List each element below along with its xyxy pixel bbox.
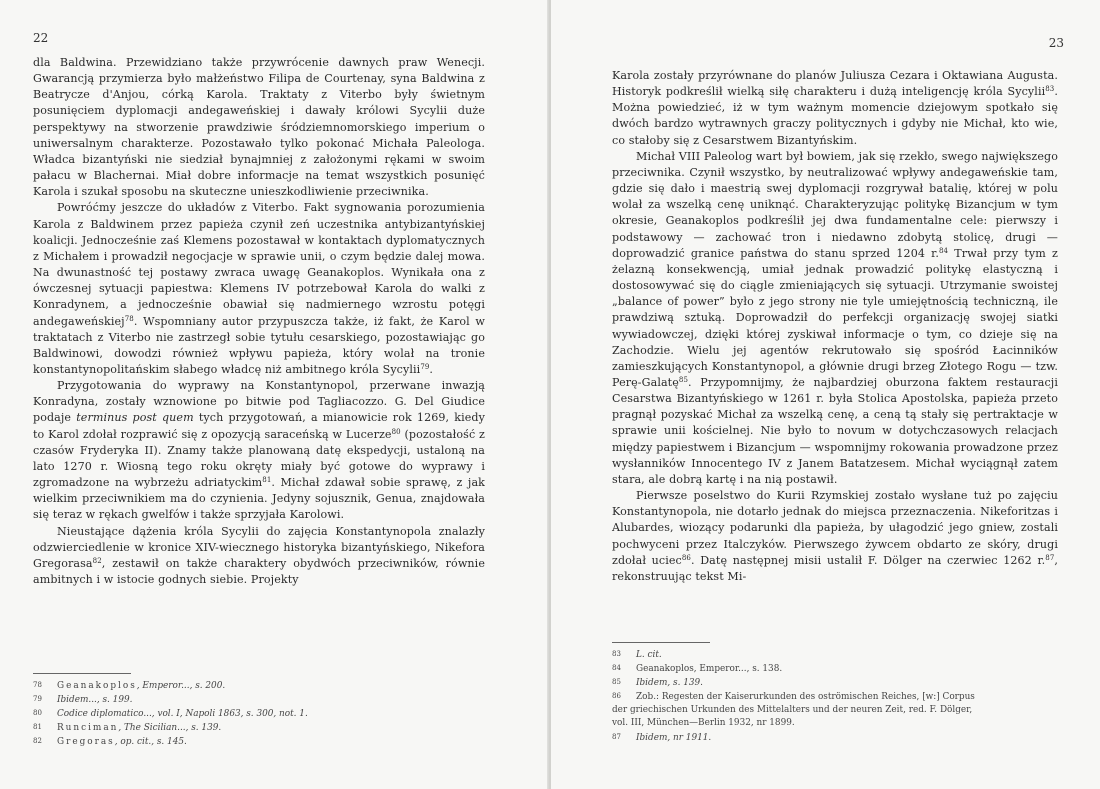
left-body-text [33,55,485,588]
footnote-ref: 85 [678,375,689,384]
footnote-divider [33,673,131,674]
paragraph: Michał VIII Paleolog wart był bowiem, jak się rzekło, swego największego przeciwnika. Czynił wszystko, by neutralizować wpływy andegaweńskie tam, gdzie się dało i maestrią swej dyplomacji rozgrywał batalię, której w polu wolał za wszelką cenę uniknąć. Charakteryzując politykę Bizancjum w tym okresie, Geanakoplos podkreślił jej dwa fundamentalne cele: pierwszy i podstawowy — zachować tron i niedawno zdobytą stolicę, drugi — doprowadzić granice państwa do stanu sprzed 1204 r.$^{84}$ Trwał przy tym z żelazną konsekwencją, umiał jednak prowadzić politykę elastyczną i dostosowywać się do ciągle zmieniających się sytuacji. Utrzymanie swoistej „balance of power” było z jego strony nie tyle umiejętnością techniczną, ile prawdziwą sztuką. Doprowadził do perfekcji organizację swojej siatki wywiadowczej, dzięki której zyskiwał informacje o tym, co dzieje się na Zachodzie. Wielu jej agentów rekrutowało się spośród Łacinników zamieszkujących Konstantynopol, a głównie drugi brzeg Złotego Rogu — tzw. Perę-Galatę$^{85}$. Przypomnijmy, że najbardziej oburzona faktem restauracji Cesarstwa Bizantyńskiego w 1261 r. była Stolica Apostolska, papieża przeto pragnął pozyskać Michał za wszelką cenę, a ceną tą stały się pertraktacje w sprawie unii kościelnej. Nie było to novum w dotychczasowych relacjach między papiestwem i Bizancjum — wspomnijmy rokowania prowadzone przez wysłanników Innocentego IV z Janem Batatzesem. Michał wyciągnął zatem stara, ale dobrą kartę i na nią postawił. [612,149,1058,486]
footnote-ref: 86 [681,553,691,562]
footnote: 78 Geanakoplos, Emperor..., s. 200. [33,681,226,691]
footnote: 85 Ibidem, s. 139. [612,678,703,689]
right-body-text [612,68,1058,585]
footnote-ref: 87 [1045,553,1055,562]
footnote-ref: 84 [938,246,949,255]
paragraph: Przygotowania do wyprawy na Konstantynopol, przerwane inwazją Konradyna, zostały wznowione po bitwie pod Tagliacozzo. G. Del Giudice podaje terminus post quem tych przygotowań, a mianowicie rok 1269, kiedy to Karol zdołał rozprawić się z opozycją saraceńską w Lucerze$^{80}$ (pozostałość z czasów Fryderyka II). Znamy także planowaną datę ekspedycji, ustaloną na lato 1270 r. Wiosną tego roku okręty miały być gotowe do wyprawy i zgromadzone na wybrzeżu adriatyckim$^{81}$. Michał zdawał sobie sprawę, z jak wielkim przeciwnikiem ma do czynienia. Jedyny sojusznik, Genua, znajdowała się teraz w rękach gwelfów i także sprzyjała Karolowi. [33,379,486,522]
footnote: 87 Ibidem, nr 1911. [612,732,712,743]
paragraph: Karola zostały przyrównane do planów Juliusza Cezara i Oktawiana Augusta. Historyk podkreślił wielką siłę charakteru i dużą inteligencję króla Sycylii$^{83}$. Można powiedzieć, iż w tym ważnym momencie dziejowym spotkało się dwóch bardzo wytrawnych graczy politycznych i gdyby nie Michał, kto wie, co stałoby się z Cesarstwem Bizantyńskim. [612,69,1058,147]
footnote-divider [612,642,710,643]
footnote-ref: 81 [262,476,272,485]
paragraph: dla Baldwina. Przewidziano także przywrócenie dawnych praw Wenecji. Gwarancją przymierza było małżeństwo Filipa de Courtenay, syna Baldwina z Beatrycze d'Anjou, córką Karola. Traktaty z Viterbo były świetnym posunięciem dyplomacji andegaweńskiej i dawały królowi Sycylii duże perspektywy na stworzenie prawdziwie śródziemnomorskiego imperium o uniwersalnym charakterze. Pozostawało tylko pokonać Michała Paleologa. Władca bizantyński nie siedział bynajmniej z założonymi rękami w swoim pałacu w Blachernai. Miał dobre informacje na temat wszystkich posunięć Karola i szukał sposobu na skuteczne unieszkodliwienie przeciwnika. [33,56,485,199]
footnote-continuation: der griechischen Urkunden des Mittelalters und der neuren Zeit, red. F. Dölger, [612,705,973,716]
page-number-right: 23 [1048,36,1064,50]
footnote-ref: 78 [124,314,134,323]
paragraph: Powróćmy jeszcze do układów z Viterbo. Fakt sygnowania porozumienia Karola z Baldwinem przez papieża czynił zeń uczestnika antybizantyńskiej koalicji. Jednocześnie zaś Klemens pozostawał w kontaktach dyplomatycznych z Michałem i prowadził negocjacje w sprawie unii, o czym będzie dalej mowa. Na dwunastność tej postawy zwraca uwagę Geanakoplos. Wynikała ona z ówczesnej sytuacji papiestwa: Klemens IV potrzebował Karola do walki z Konradynem, a jednocześnie obawiał się nadmiernego wzrostu potęgi andegaweńskiej$^{78}$. Wspomniany autor przypuszcza także, iż fakt, że Karol w traktatach z Viterbo nie zastrzegł sobie tytułu cesarskiego, pozostawiając go Baldwinowi, dowodzi również wpływu papieża, który wolał na tronie konstantynopolitańskim słabego władcę niż ambitnego króla Sycylii$^{79}$. [33,201,485,376]
footnote: 86 Zob.: Regesten der Kaiserurkunden des oströmischen Reiches, [w:] Corpus [612,692,975,703]
left-page [0,0,549,789]
footnote-ref: 83 [1045,85,1055,94]
right-page [551,0,1100,789]
footnote: 81 Runciman, The Sicilian..., s. 139. [33,723,222,734]
footnote-ref: 80 [391,427,401,436]
footnote-continuation: vol. III, München—Berlin 1932, nr 1899. [612,718,795,729]
footnote: 84 Geanakoplos, Emperor..., s. 138. [612,664,783,675]
paragraph: Nieustające dążenia króla Sycylii do zajęcia Konstantynopola znalazły odzwierciedlenie w kronice XIV-wiecznego historyka bizantyńskiego, Nikefora Gregorasa$^{82}$, zestawił on także charaktery obydwóch przeciwników, równie ambitnych i w istocie godnych siebie. Projekty [33,524,485,586]
footnote-ref: 82 [92,556,102,565]
footnote: 80 Codice diplomatico..., vol. I, Napoli 1863, s. 300, not. 1. [33,709,308,720]
page-number-left: 22 [33,31,49,45]
footnote-ref: 79 [420,362,430,371]
right-footnotes [612,648,1058,745]
footnote: 79 Ibidem..., s. 199. [33,695,133,706]
paragraph: Pierwsze poselstwo do Kurii Rzymskiej zostało wysłane tuż po zajęciu Konstantynopola, nie dotarło jednak do miejsca przeznaczenia. Nikeforitzas i Alubardes, wiozący podarunki dla papieża, by ułagodzić jego gniew, zostali pochwyceni przez Italczyków. Pierwszego żywcem obdarto ze skóry, drugi zdołał uciec$^{86}$. Datę następnej misii ustalił F. Dölger na czerwiec 1262 r.$^{87}$, rekonstruując tekst Mi- [612,489,1059,583]
left-footnotes [33,679,485,749]
footnote: 83 L. cit. [612,650,662,660]
footnote: 82 Gregoras, op. cit., s. 145. [33,737,187,748]
